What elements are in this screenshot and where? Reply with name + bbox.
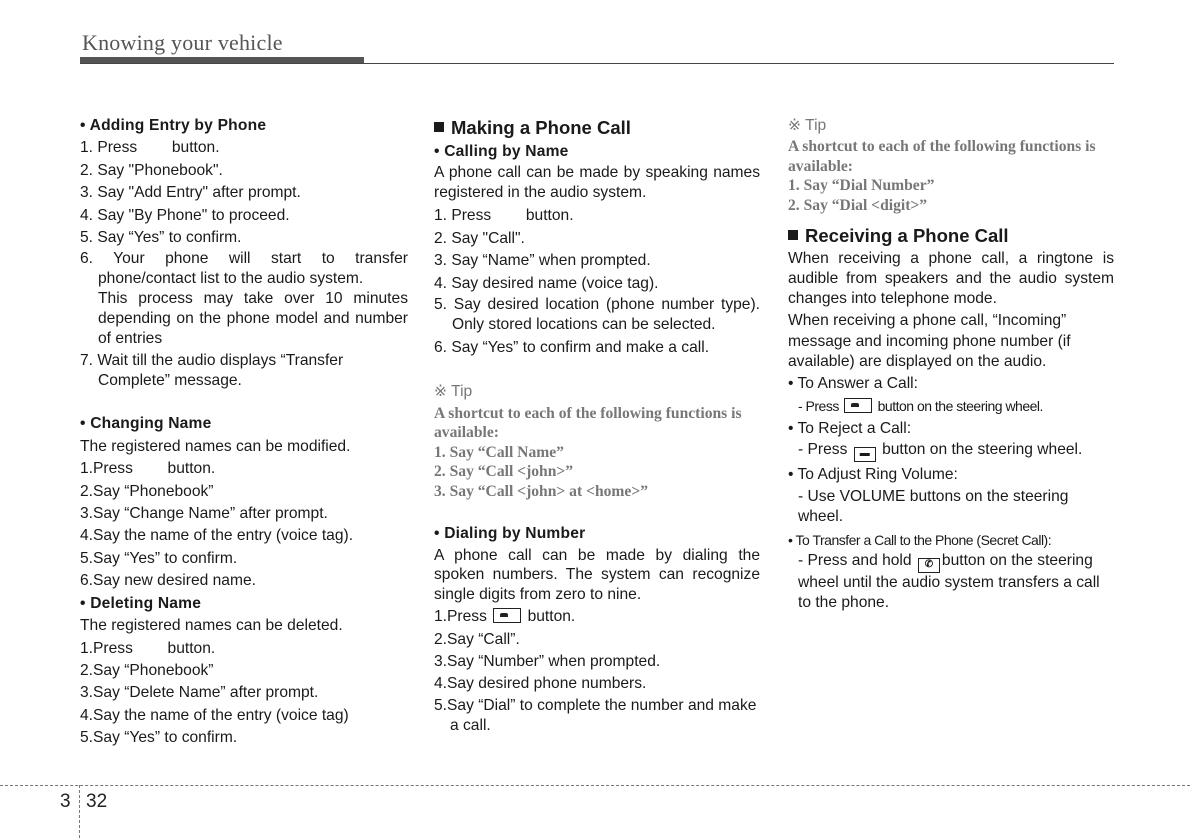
transfer-instruction: [788, 551, 1114, 613]
reject-bullet: • To Reject a Call:: [788, 419, 912, 437]
calling-step-4: 4. Say desired name (voice tag).: [434, 274, 659, 292]
dialing-step-1: [434, 606, 760, 628]
calling-step-1: 1. Press button.: [434, 207, 574, 225]
dialing-step-5: 5.Say “Dial” to complete the number and make a call.: [434, 696, 757, 734]
dialing-step-1-a: 1.Press: [434, 608, 487, 626]
changing-step-2: 2.Say “Phonebook”: [80, 482, 214, 500]
adding-step-5: 5. Say “Yes” to confirm.: [80, 229, 242, 247]
answer-bullet: • To Answer a Call:: [788, 374, 918, 392]
calling-intro: A phone call can be made by speaking names registered in the audio system.: [434, 164, 760, 202]
calling-by-name-heading: • Calling by Name: [434, 143, 569, 160]
deleting-step-4: 4.Say the name of the entry (voice tag): [80, 706, 349, 724]
volume-instruction: - Use VOLUME buttons on the steering wheel.: [798, 487, 1069, 525]
receiving-p2: When receiving a phone call, “Incoming” message and incoming phone number (if available) are displayed on the audio.: [788, 312, 1071, 371]
adding-step-1: 1. Press button.: [80, 139, 220, 157]
talk-button-icon: [493, 608, 521, 623]
footer-dashed-rule: [0, 785, 1190, 786]
transfer-bullet: • To Transfer a Call to the Phone (Secret Call):: [788, 531, 1052, 548]
tip-line-4: 3. Say “Call <john> at <home>”: [434, 482, 649, 500]
adding-step-7: 7. Wait till the audio displays “Transfer Complete” message.: [80, 352, 344, 390]
volume-bullet: • To Adjust Ring Volume:: [788, 466, 958, 484]
footer-dashed-divider: [79, 785, 80, 838]
adding-step-3: 3. Say "Add Entry" after prompt.: [80, 184, 301, 202]
hang-up-button-icon: ▬: [854, 447, 876, 462]
tip-label: ※ Tip: [788, 117, 827, 134]
tip-line-2: 1. Say “Call Name”: [434, 443, 564, 461]
header-rule: [80, 63, 1114, 64]
deleting-step-3: 3.Say “Delete Name” after prompt.: [80, 684, 319, 702]
tip-line-3: 2. Say “Dial <digit>”: [788, 196, 928, 214]
deleting-intro: The registered names can be deleted.: [80, 617, 343, 635]
changing-step-1: 1.Press button.: [80, 460, 216, 478]
calling-step-3: 3. Say “Name” when prompted.: [434, 252, 651, 270]
tip-line-2: 1. Say “Dial Number”: [788, 177, 935, 195]
changing-step-5: 5.Say “Yes” to confirm.: [80, 549, 238, 567]
section-number: 3: [60, 791, 71, 812]
deleting-step-1: 1.Press button.: [80, 639, 216, 657]
changing-step-4: 4.Say the name of the entry (voice tag).: [80, 527, 354, 545]
answer-a: - Press: [798, 398, 839, 415]
deleting-name-heading: • Deleting Name: [80, 594, 202, 612]
column-3: [788, 115, 1114, 613]
dialing-step-2: 2.Say “Call”.: [434, 630, 520, 648]
adding-step-4: 4. Say "By Phone" to proceed.: [80, 206, 290, 224]
talk-button-icon: [844, 398, 872, 413]
calling-step-2: 2. Say "Call".: [434, 229, 525, 247]
adding-entry-heading: • Adding Entry by Phone: [80, 117, 267, 134]
adding-step-6-note: This process may take over 10 minutes depending on the phone model and number of entries: [98, 290, 408, 348]
reject-a: - Press: [798, 441, 848, 459]
dialing-step-1-b: button.: [527, 608, 576, 626]
changing-step-3: 3.Say “Change Name” after prompt.: [80, 505, 328, 523]
deleting-step-2: 2.Say “Phonebook”: [80, 661, 214, 679]
running-header: Knowing your vehicle: [82, 30, 283, 55]
changing-name-heading: • Changing Name: [80, 415, 212, 433]
deleting-step-5: 5.Say “Yes” to confirm.: [80, 729, 238, 747]
calling-step-6: 6. Say “Yes” to confirm and make a call.: [434, 339, 710, 357]
making-call-title: Making a Phone Call: [451, 117, 631, 138]
tip-line-3: 2. Say “Call <john>”: [434, 463, 574, 481]
changing-step-6: 6.Say new desired name.: [80, 572, 256, 590]
receiving-p1: When receiving a phone call, a ringtone is audible from speakers and the audio system changes into telephone mode.: [788, 250, 1114, 308]
square-bullet-icon: [434, 122, 444, 132]
transfer-b: button on the steering wheel until the audio system transfers a call to the phone.: [798, 551, 1100, 611]
calling-step-5: 5. Say desired location (phone number type). Only stored locations can be selected.: [434, 296, 760, 334]
reject-instruction: [788, 440, 1114, 462]
transfer-a: - Press and hold: [798, 551, 912, 569]
making-call-heading: [434, 115, 760, 141]
page-number: 32: [86, 791, 108, 812]
answer-instruction: [788, 395, 1114, 417]
tip-label: ※ Tip: [434, 383, 473, 401]
phone-button-icon: ✆: [918, 558, 940, 573]
answer-b: button on the steering wheel.: [877, 398, 1043, 415]
column-1: [80, 115, 408, 750]
column-2: [434, 115, 760, 736]
dialing-heading: • Dialing by Number: [434, 525, 586, 543]
dialing-step-4: 4.Say desired phone numbers.: [434, 675, 647, 693]
adding-step-2: 2. Say "Phonebook".: [80, 161, 223, 179]
receiving-call-title: Receiving a Phone Call: [805, 225, 1009, 247]
dialing-intro: A phone call can be made by dialing the spoken numbers. The system can recognize single digits from zero to nine.: [434, 546, 760, 603]
tip-line-1: A shortcut to each of the following functions is available:: [434, 404, 742, 442]
reject-b: button on the steering wheel.: [882, 441, 1083, 459]
tip-line-1: A shortcut to each of the following functions is available:: [788, 138, 1096, 175]
receiving-call-heading: [788, 223, 1114, 249]
changing-intro: The registered names can be modified.: [80, 437, 351, 455]
adding-step-6: 6. Your phone will start to transfer phone/contact list to the audio system.: [80, 250, 408, 288]
square-bullet-icon: [788, 230, 798, 240]
dialing-step-3: 3.Say “Number” when prompted.: [434, 653, 661, 671]
